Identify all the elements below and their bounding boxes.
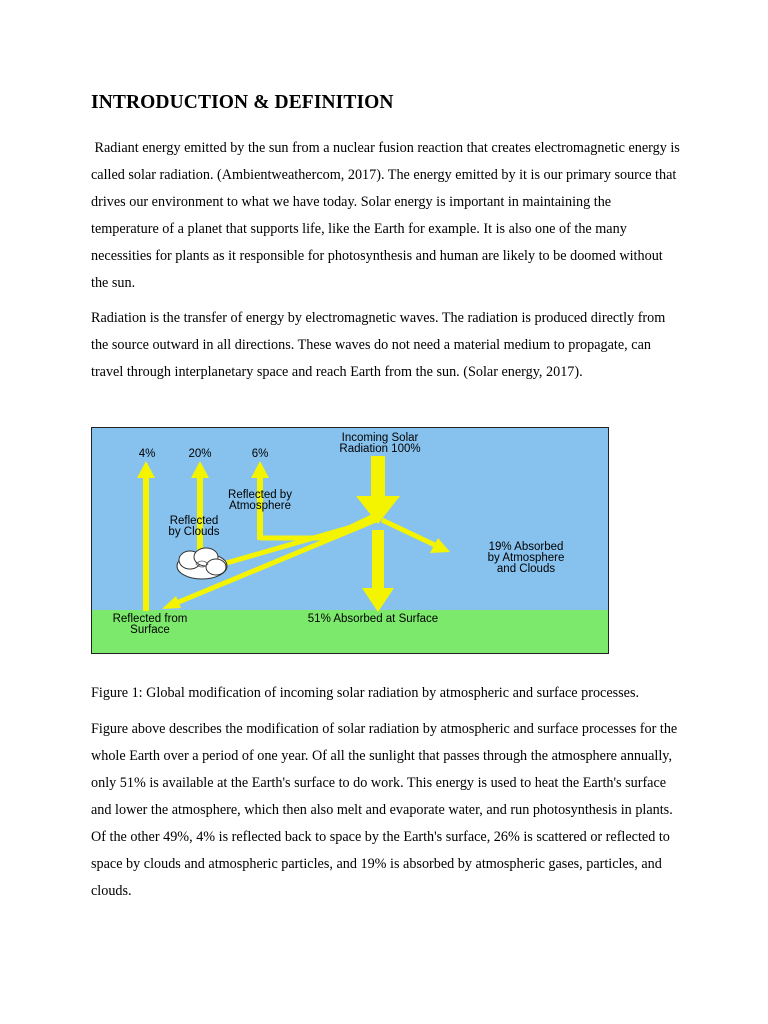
label-pct-atmosphere: 6%: [251, 448, 269, 460]
label-incoming: Incoming Solar Radiation 100%: [339, 432, 421, 455]
arrow-up-surface: [137, 461, 155, 611]
paragraph-radiation: Radiation is the transfer of energy by electromagnetic waves. The radiation is produced directly from the source outward in all directions. These waves do not need a material medium to propagate, can travel through interplanetary space and reach Earth from the sun. (Solar energy, 2017).: [91, 310, 669, 380]
page-heading: INTRODUCTION & DEFINITION: [91, 92, 394, 113]
label-pct-clouds: 20%: [188, 448, 212, 460]
label-reflected-surface: Reflected from Surface: [112, 613, 188, 636]
figure-caption: Figure 1: Global modification of incoming solar radiation by atmospheric and surface processes.: [91, 685, 640, 701]
label-pct-surface: 4%: [138, 448, 156, 460]
arrow-incoming: [356, 456, 400, 524]
label-absorbed-atmosphere: 19% Absorbed by Atmosphere and Clouds: [487, 541, 565, 575]
label-reflected-atmosphere: Reflected by Atmosphere: [228, 489, 292, 512]
paragraph-figure-description: Figure above describes the modification of solar radiation by atmospheric and surface processes for the whole Earth over a period of one year. Of all the sunlight that passes through the atmosphere annually, only 51% is available at the Earth's surface to do work. This energy is used to heat the Earth's surface and lower the atmosphere, which then also melt and evaporate water, and run photosynthesis in plants. Of the other 49%, 4% is reflected back to space by the Earth's surface, 26% is scattered or reflected to space by clouds and atmospheric particles, and 19% is absorbed by atmospheric gases, particles, and clouds.: [91, 721, 681, 899]
cloud-icon: [177, 548, 227, 579]
label-reflected-clouds: Reflected by Clouds: [168, 515, 220, 538]
arrow-down-surface: [362, 530, 394, 612]
paragraph-intro: Radiant energy emitted by the sun from a nuclear fusion reaction that creates electromagnetic energy is called solar radiation. (Ambientweathercom, 2017). The energy emitted by it is our primary source that drives our environment to what we have today. Solar energy is important in maintaining the temperature of a planet that supports life, like the Earth for example. It is also one of the many necessities for plants as it responsible for photosynthesis and human are likely to be doomed without the sun.: [91, 140, 684, 291]
label-absorbed-surface: 51% Absorbed at Surface: [307, 613, 439, 625]
arrow-absorbed-atmosphere: [382, 520, 450, 553]
solar-radiation-figure: [91, 427, 609, 654]
